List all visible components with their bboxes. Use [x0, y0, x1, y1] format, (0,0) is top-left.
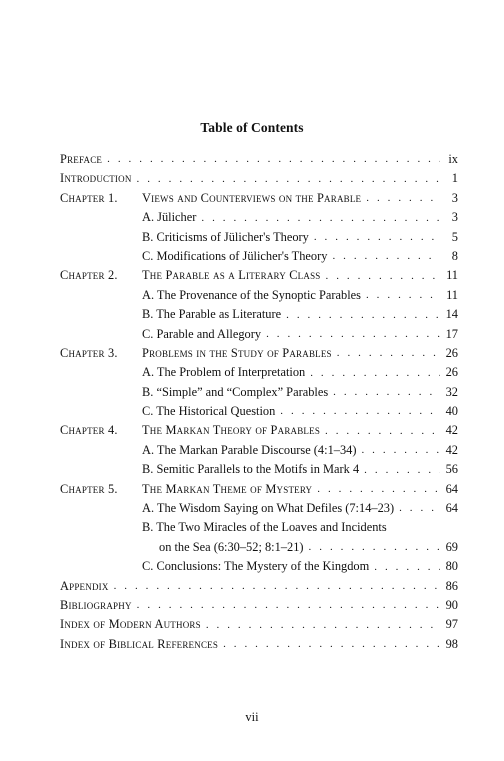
toc-entry: [60, 169, 458, 188]
toc-entry: [60, 325, 458, 344]
toc-entry: [60, 577, 458, 596]
toc-entry: [60, 615, 458, 634]
toc-entry: [60, 538, 458, 557]
page-ref: 1: [451, 171, 458, 186]
page-ref: 97: [445, 617, 458, 632]
section-title: C. Modifications of Jülicher's Theory: [142, 248, 328, 263]
dot-leader: [114, 578, 440, 594]
page-ref: 56: [445, 462, 458, 477]
toc-entry: [60, 635, 458, 654]
section-title: A. Jülicher: [142, 210, 197, 225]
toc-entry: [60, 189, 458, 208]
page-ref: ix: [448, 151, 458, 166]
page-ref: 3: [451, 210, 458, 225]
section-title: C. The Historical Question: [142, 404, 276, 419]
table-of-contents: [60, 150, 458, 654]
section-title: B. Criticisms of Jülicher's Theory: [142, 229, 309, 244]
dot-leader: [326, 268, 441, 284]
chapter-title: Problems in the Study of Parables: [142, 345, 332, 360]
page-ref: 98: [445, 636, 458, 651]
dot-leader: [201, 210, 440, 226]
toc-entry: [60, 247, 458, 266]
chapter-number: Chapter 5.: [60, 481, 118, 496]
toc-entry: [60, 208, 458, 227]
dot-leader: [309, 539, 440, 555]
dot-leader: [310, 365, 440, 381]
chapter-title: The Markan Theme of Mystery: [142, 481, 313, 496]
toc-entry: [60, 441, 458, 460]
dot-leader: [374, 559, 440, 575]
chapter-number: Chapter 3.: [60, 345, 118, 360]
toc-entry: [60, 383, 458, 402]
toc-entry: [60, 363, 458, 382]
dot-leader: [317, 481, 440, 497]
toc-entry: [60, 286, 458, 305]
section-title: B. Semitic Parallels to the Motifs in Mark 4: [142, 462, 360, 477]
page-ref: 64: [445, 481, 458, 496]
dot-leader: [223, 636, 440, 652]
chapter-number: Chapter 1.: [60, 190, 118, 205]
toc-entry: [60, 596, 458, 615]
toc-entry: [60, 402, 458, 421]
section-title: A. The Problem of Interpretation: [142, 365, 306, 380]
section-title: B. “Simple” and “Complex” Parables: [142, 384, 329, 399]
section-title: B. The Two Miracles of the Loaves and Incidents: [142, 520, 387, 535]
page-ref: 32: [445, 384, 458, 399]
chapter-number: Chapter 2.: [60, 268, 118, 283]
dot-leader: [206, 617, 440, 633]
chapter-title: The Parable as a Literary Class: [142, 268, 321, 283]
page-ref: 5: [451, 229, 458, 244]
toc-entry: [60, 460, 458, 479]
dot-leader: [266, 326, 440, 342]
entry-title: Appendix: [60, 578, 109, 593]
dot-leader: [280, 403, 440, 419]
toc-entry: [60, 499, 458, 518]
dot-leader: [325, 423, 440, 439]
entry-title: Bibliography: [60, 597, 132, 612]
dot-leader: [366, 287, 440, 303]
page-ref: 11: [446, 268, 458, 283]
toc-entry: [60, 480, 458, 499]
page-ref: 64: [445, 501, 458, 516]
toc-entry: [60, 150, 458, 169]
page-number: vii: [245, 710, 259, 724]
section-title: B. The Parable as Literature: [142, 307, 282, 322]
entry-title: Index of Biblical References: [60, 636, 219, 651]
dot-leader: [337, 345, 440, 361]
page-ref: 90: [445, 597, 458, 612]
dot-leader: [314, 229, 440, 245]
section-title: A. The Markan Parable Discourse (4:1–34): [142, 442, 357, 457]
chapter-number: Chapter 4.: [60, 423, 118, 438]
entry-title: Preface: [60, 151, 103, 166]
dot-leader: [137, 597, 440, 613]
page-ref: 42: [445, 423, 458, 438]
section-title: on the Sea (6:30–52; 8:1–21): [159, 539, 304, 554]
page-ref: 3: [451, 190, 458, 205]
dot-leader: [333, 384, 440, 400]
page-title: Table of Contents: [200, 120, 304, 135]
page-ref: 17: [445, 326, 458, 341]
section-title: A. The Wisdom Saying on What Defiles (7:14–23): [142, 501, 395, 516]
toc-entry: [60, 266, 458, 285]
dot-leader: [286, 307, 440, 323]
page-ref: 42: [445, 442, 458, 457]
page-ref: 14: [445, 307, 458, 322]
page-ref: 80: [445, 559, 458, 574]
page-ref: 26: [445, 345, 458, 360]
toc-entry: [60, 557, 458, 576]
toc-entry: [60, 305, 458, 324]
dot-leader: [364, 462, 440, 478]
entry-title: Introduction: [60, 171, 132, 186]
dot-leader: [137, 171, 440, 187]
page-ref: 8: [451, 248, 458, 263]
page-ref: 11: [446, 287, 458, 302]
dot-leader: [107, 151, 440, 167]
section-title: C. Parable and Allegory: [142, 326, 262, 341]
toc-entry: [60, 421, 458, 440]
dot-leader: [361, 442, 440, 458]
chapter-title: The Markan Theory of Parables: [142, 423, 321, 438]
chapter-title: Views and Counterviews on the Parable: [142, 190, 362, 205]
page-ref: 86: [445, 578, 458, 593]
toc-entry: [60, 518, 458, 537]
toc-entry: [60, 228, 458, 247]
page-ref: 69: [445, 539, 458, 554]
toc-entry: [60, 344, 458, 363]
page-ref: 26: [445, 365, 458, 380]
dot-leader: [399, 500, 440, 516]
dot-leader: [332, 248, 440, 264]
section-title: A. The Provenance of the Synoptic Parables: [142, 287, 361, 302]
section-title: C. Conclusions: The Mystery of the Kingdom: [142, 559, 370, 574]
entry-title: Index of Modern Authors: [60, 617, 201, 632]
page-ref: 40: [445, 404, 458, 419]
dot-leader: [366, 190, 440, 206]
